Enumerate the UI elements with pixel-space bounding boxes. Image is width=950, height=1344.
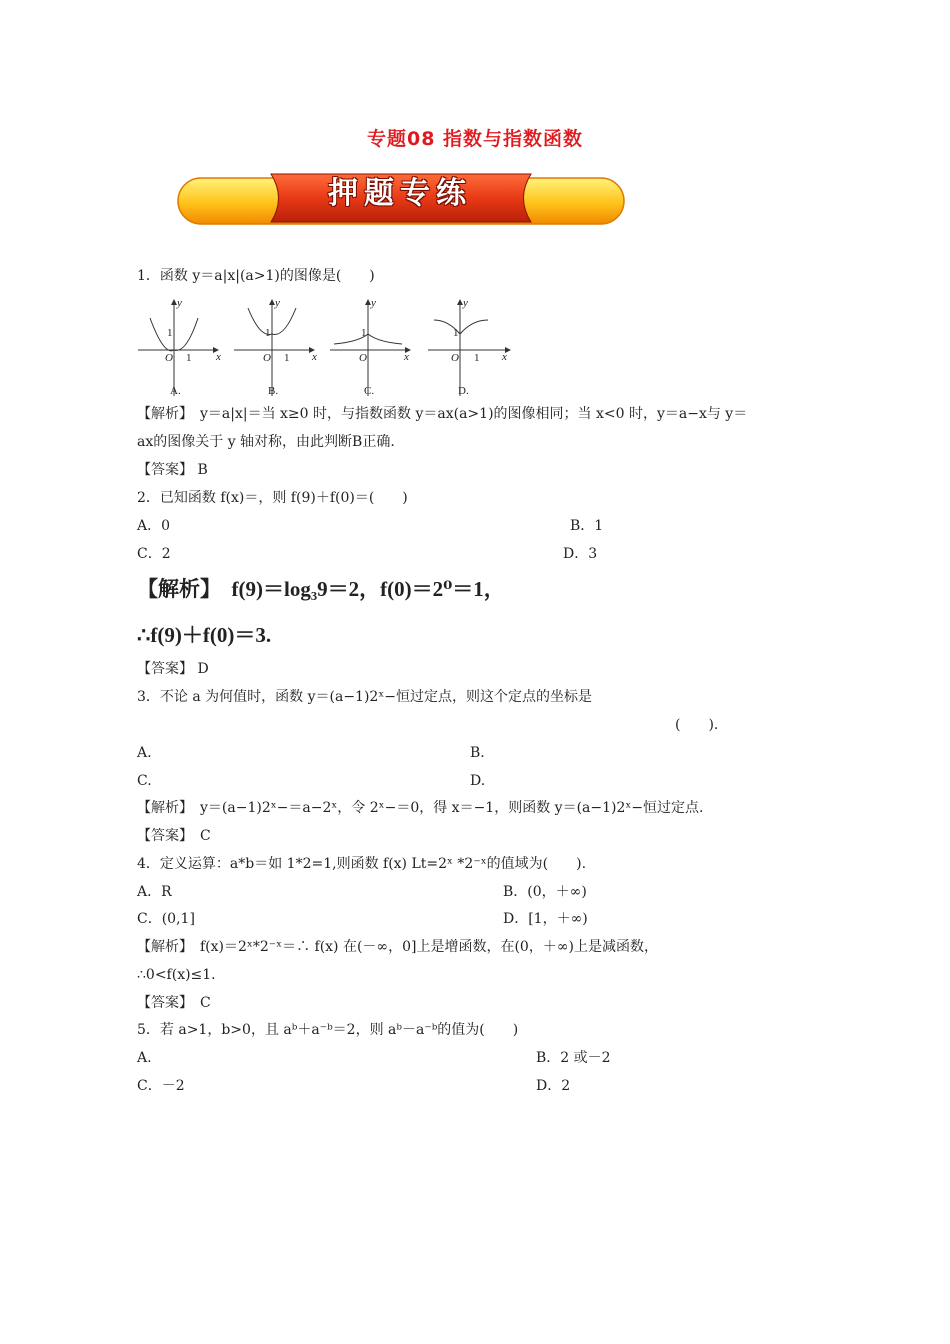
question-5-option-a: A.	[137, 1050, 152, 1066]
question-2-option-b: B．1	[570, 518, 604, 534]
question-2-answer: 【答案】 D	[137, 661, 209, 677]
graph-d-option: D.	[458, 385, 469, 397]
question-3-answer-blank: ( ).	[675, 717, 719, 733]
graph-a-x-one: 1	[186, 352, 192, 364]
graph-c-x-label: x	[404, 351, 409, 363]
graph-a-y-one: 1	[167, 327, 173, 339]
question-5-option-c: C．－2	[137, 1078, 185, 1094]
question-1-analysis-line-2: ax的图像关于 y 轴对称，由此判断B正确.	[137, 434, 395, 450]
graph-c-option: C.	[364, 385, 375, 397]
graph-b-option: B.	[268, 385, 279, 397]
graph-c-y-one: 1	[361, 327, 367, 339]
graph-d-origin: O	[451, 352, 459, 364]
question-1-stem: 1．函数 y＝a|x|(a>1)的图像是( )	[137, 268, 375, 284]
graph-b-x-label: x	[312, 351, 317, 363]
question-4-option-d: D．[1，＋∞)	[503, 911, 588, 927]
question-1-graphs	[136, 294, 516, 400]
graph-a-y-label: y	[177, 297, 182, 309]
question-4-option-b: B．(0，＋∞)	[503, 884, 587, 900]
question-1-answer: 【答案】 B	[137, 462, 208, 478]
question-4-answer: 【答案】 C	[137, 995, 211, 1011]
question-2-option-a: A．0	[137, 518, 171, 534]
graph-d-x-one: 1	[474, 352, 480, 364]
question-3-option-d: D.	[470, 773, 486, 789]
graph-a-option: A.	[170, 385, 181, 397]
question-3-analysis: 【解析】 y＝(a−1)2ˣ−＝a−2ˣ，令 2ˣ−＝0，得 x＝−1，则函数 y＝(a−1)2ˣ−恒过定点.	[137, 800, 704, 816]
question-3-stem: 3．不论 a 为何值时，函数 y＝(a−1)2ˣ−恒过定点，则这个定点的坐标是	[137, 689, 592, 705]
question-2-stem: 2．已知函数 f(x)＝，则 f(9)＋f(0)＝( )	[137, 490, 408, 506]
page-title: 专题08 指数与指数函数	[366, 128, 584, 150]
question-5-stem: 5．若 a>1，b>0，且 aᵇ＋a⁻ᵇ＝2，则 aᵇ－a⁻ᵇ的值为( )	[137, 1022, 519, 1038]
banner-label: 押题专练	[328, 176, 472, 211]
question-2-analysis-line-1: 【解析】 f(9)＝log₃9＝2，f(0)＝2⁰＝1，	[137, 577, 505, 601]
question-3-option-a: A.	[137, 745, 152, 761]
question-3-answer: 【答案】 C	[137, 828, 211, 844]
graph-d-x-label: x	[502, 351, 507, 363]
graph-b-y-label: y	[275, 297, 280, 309]
question-4-option-c: C．(0,1]	[137, 911, 195, 927]
graph-a-origin: O	[165, 352, 173, 364]
question-4-option-a: A．R	[137, 884, 172, 900]
graph-c-origin: O	[359, 352, 367, 364]
question-4-stem: 4．定义运算：a*b＝如 1*2=1,则函数 f(x) Lt=2ˣ *2⁻ˣ的值域为( ).	[137, 856, 587, 872]
question-5-option-d: D．2	[536, 1078, 571, 1094]
graph-a-x-label: x	[216, 351, 221, 363]
graph-b-origin: O	[263, 352, 271, 364]
graph-d-y-one: 1	[453, 327, 459, 339]
question-4-analysis-line-1: 【解析】 f(x)＝2ˣ*2⁻ˣ＝∴ f(x) 在(－∞，0]上是增函数，在(0，＋∞)上是减函数，	[137, 939, 658, 955]
question-2-option-c: C．2	[137, 546, 171, 562]
question-2-option-d: D．3	[563, 546, 598, 562]
question-2-analysis-line-2: ∴f(9)＋f(0)＝3.	[137, 623, 272, 647]
question-1-analysis-line-1: 【解析】 y＝a|x|＝当 x≥0 时，与指数函数 y＝ax(a>1)的图像相同；当 x<0 时，y＝a−x与 y＝	[137, 406, 748, 422]
graph-b-x-one: 1	[284, 352, 290, 364]
question-3-option-c: C.	[137, 773, 152, 789]
question-5-option-b: B．2 或－2	[536, 1050, 611, 1066]
graph-c-y-label: y	[371, 297, 376, 309]
graph-d-y-label: y	[463, 297, 468, 309]
question-3-option-b: B.	[470, 745, 485, 761]
question-4-analysis-line-2: ∴0<f(x)≤1.	[137, 967, 216, 983]
graph-b-y-one: 1	[265, 327, 271, 339]
